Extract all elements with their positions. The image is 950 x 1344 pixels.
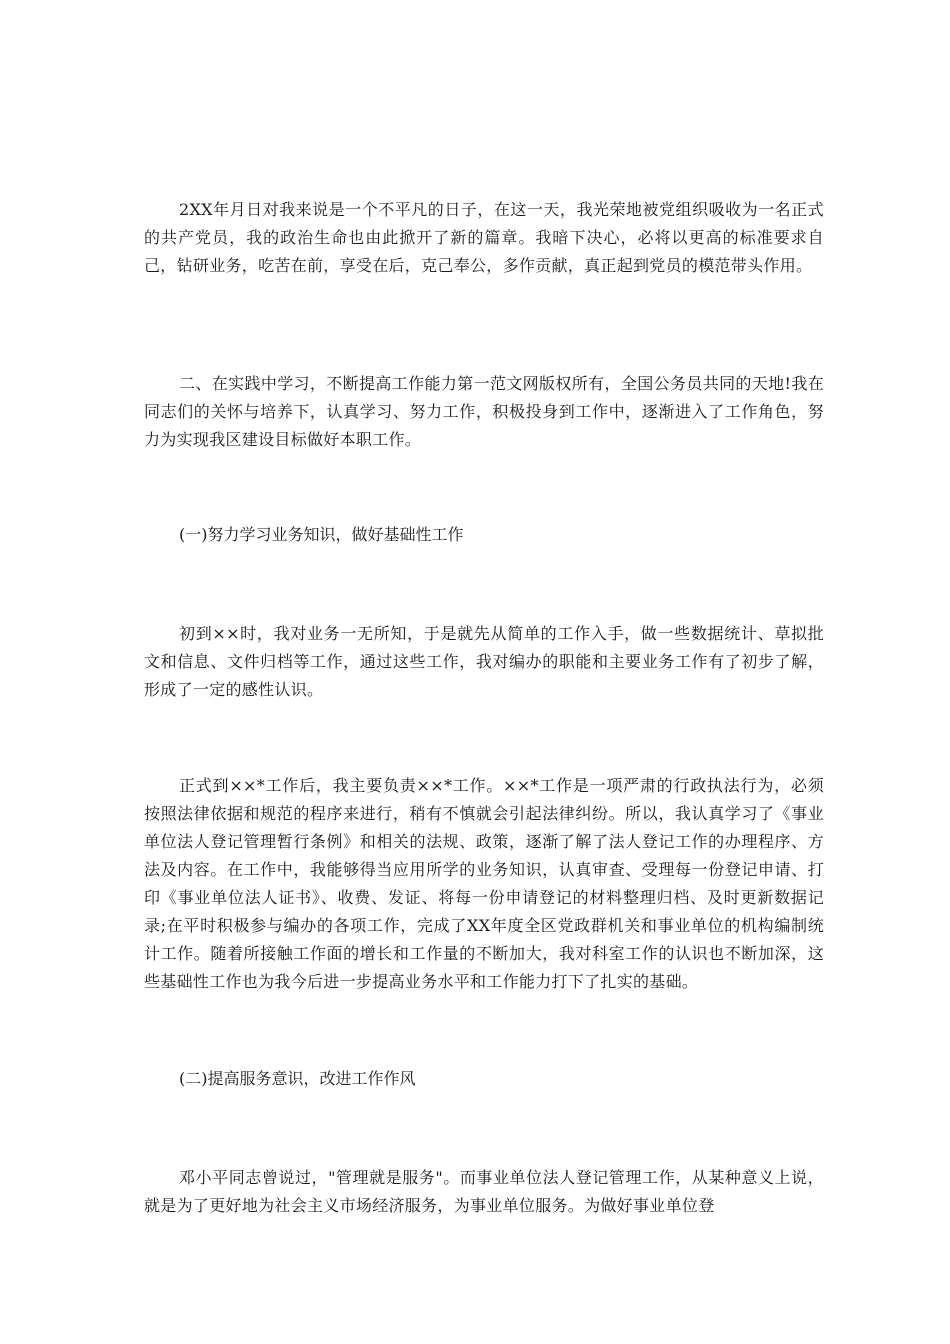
paragraph-section-two: 二、在实践中学习，不断提高工作能力第一范文网版权所有，全国公务员共同的天地!我在同志们的关怀与培养下，认真学习、努力工作，积极投身到工作中，逐渐进入了工作角色，努力为实现我区建设目标做好本职工作。 (144, 374, 824, 449)
subheading-one: (一)努力学习业务知识，做好基础性工作 (179, 525, 464, 544)
paragraph-service: 邓小平同志曾说过，"管理就是服务"。而事业单位法人登记管理工作，从某种意义上说，就是为了更好地为社会主义市场经济服务，为事业单位服务。为做好事业单位登 (144, 1168, 824, 1215)
paragraph-formal-work: 正式到××*工作后，我主要负责××*工作。××*工作是一项严肃的行政执法行为，必须按照法律依据和规范的程序来进行，稍有不慎就会引起法律纠纷。所以，我认真学习了《事业单位法人登记管理暂行条例》和相关的法规、政策，逐渐了解了法人登记工作的办理程序、方法及内容。在工作中，我能够得当应用所学的业务知识，认真审查、受理每一份登记申请、打印《事业单位法人证书》、收费、发证、将每一份申请登记的材料整理归档、及时更新数据记录;在平时积极参与编办的各项工作，完成了XX年度全区党政群机关和事业单位的机构编制统计工作。随着所接触工作面的增长和工作量的不断加大，我对科室工作的认识也不断加深，这些基础性工作也为我今后进一步提高业务水平和工作能力打下了扎实的基础。 (144, 776, 824, 991)
subheading-two: (二)提高服务意识，改进工作作风 (179, 1069, 416, 1088)
paragraph-party-membership: 2XX年月日对我来说是一个不平凡的日子，在这一天，我光荣地被党组织吸收为一名正式的共产党员，我的政治生命也由此掀开了新的篇章。我暗下决心，必将以更高的标准要求自己，钻研业务，吃苦在前，享受在后，克己奉公，多作贡献，真正起到党员的模范带头作用。 (144, 200, 824, 275)
paragraph-initial-work: 初到××时，我对业务一无所知，于是就先从简单的工作入手，做一些数据统计、草拟批文和信息、文件归档等工作，通过这些工作，我对编办的职能和主要业务工作有了初步了解，形成了一定的感性认识。 (144, 624, 824, 699)
